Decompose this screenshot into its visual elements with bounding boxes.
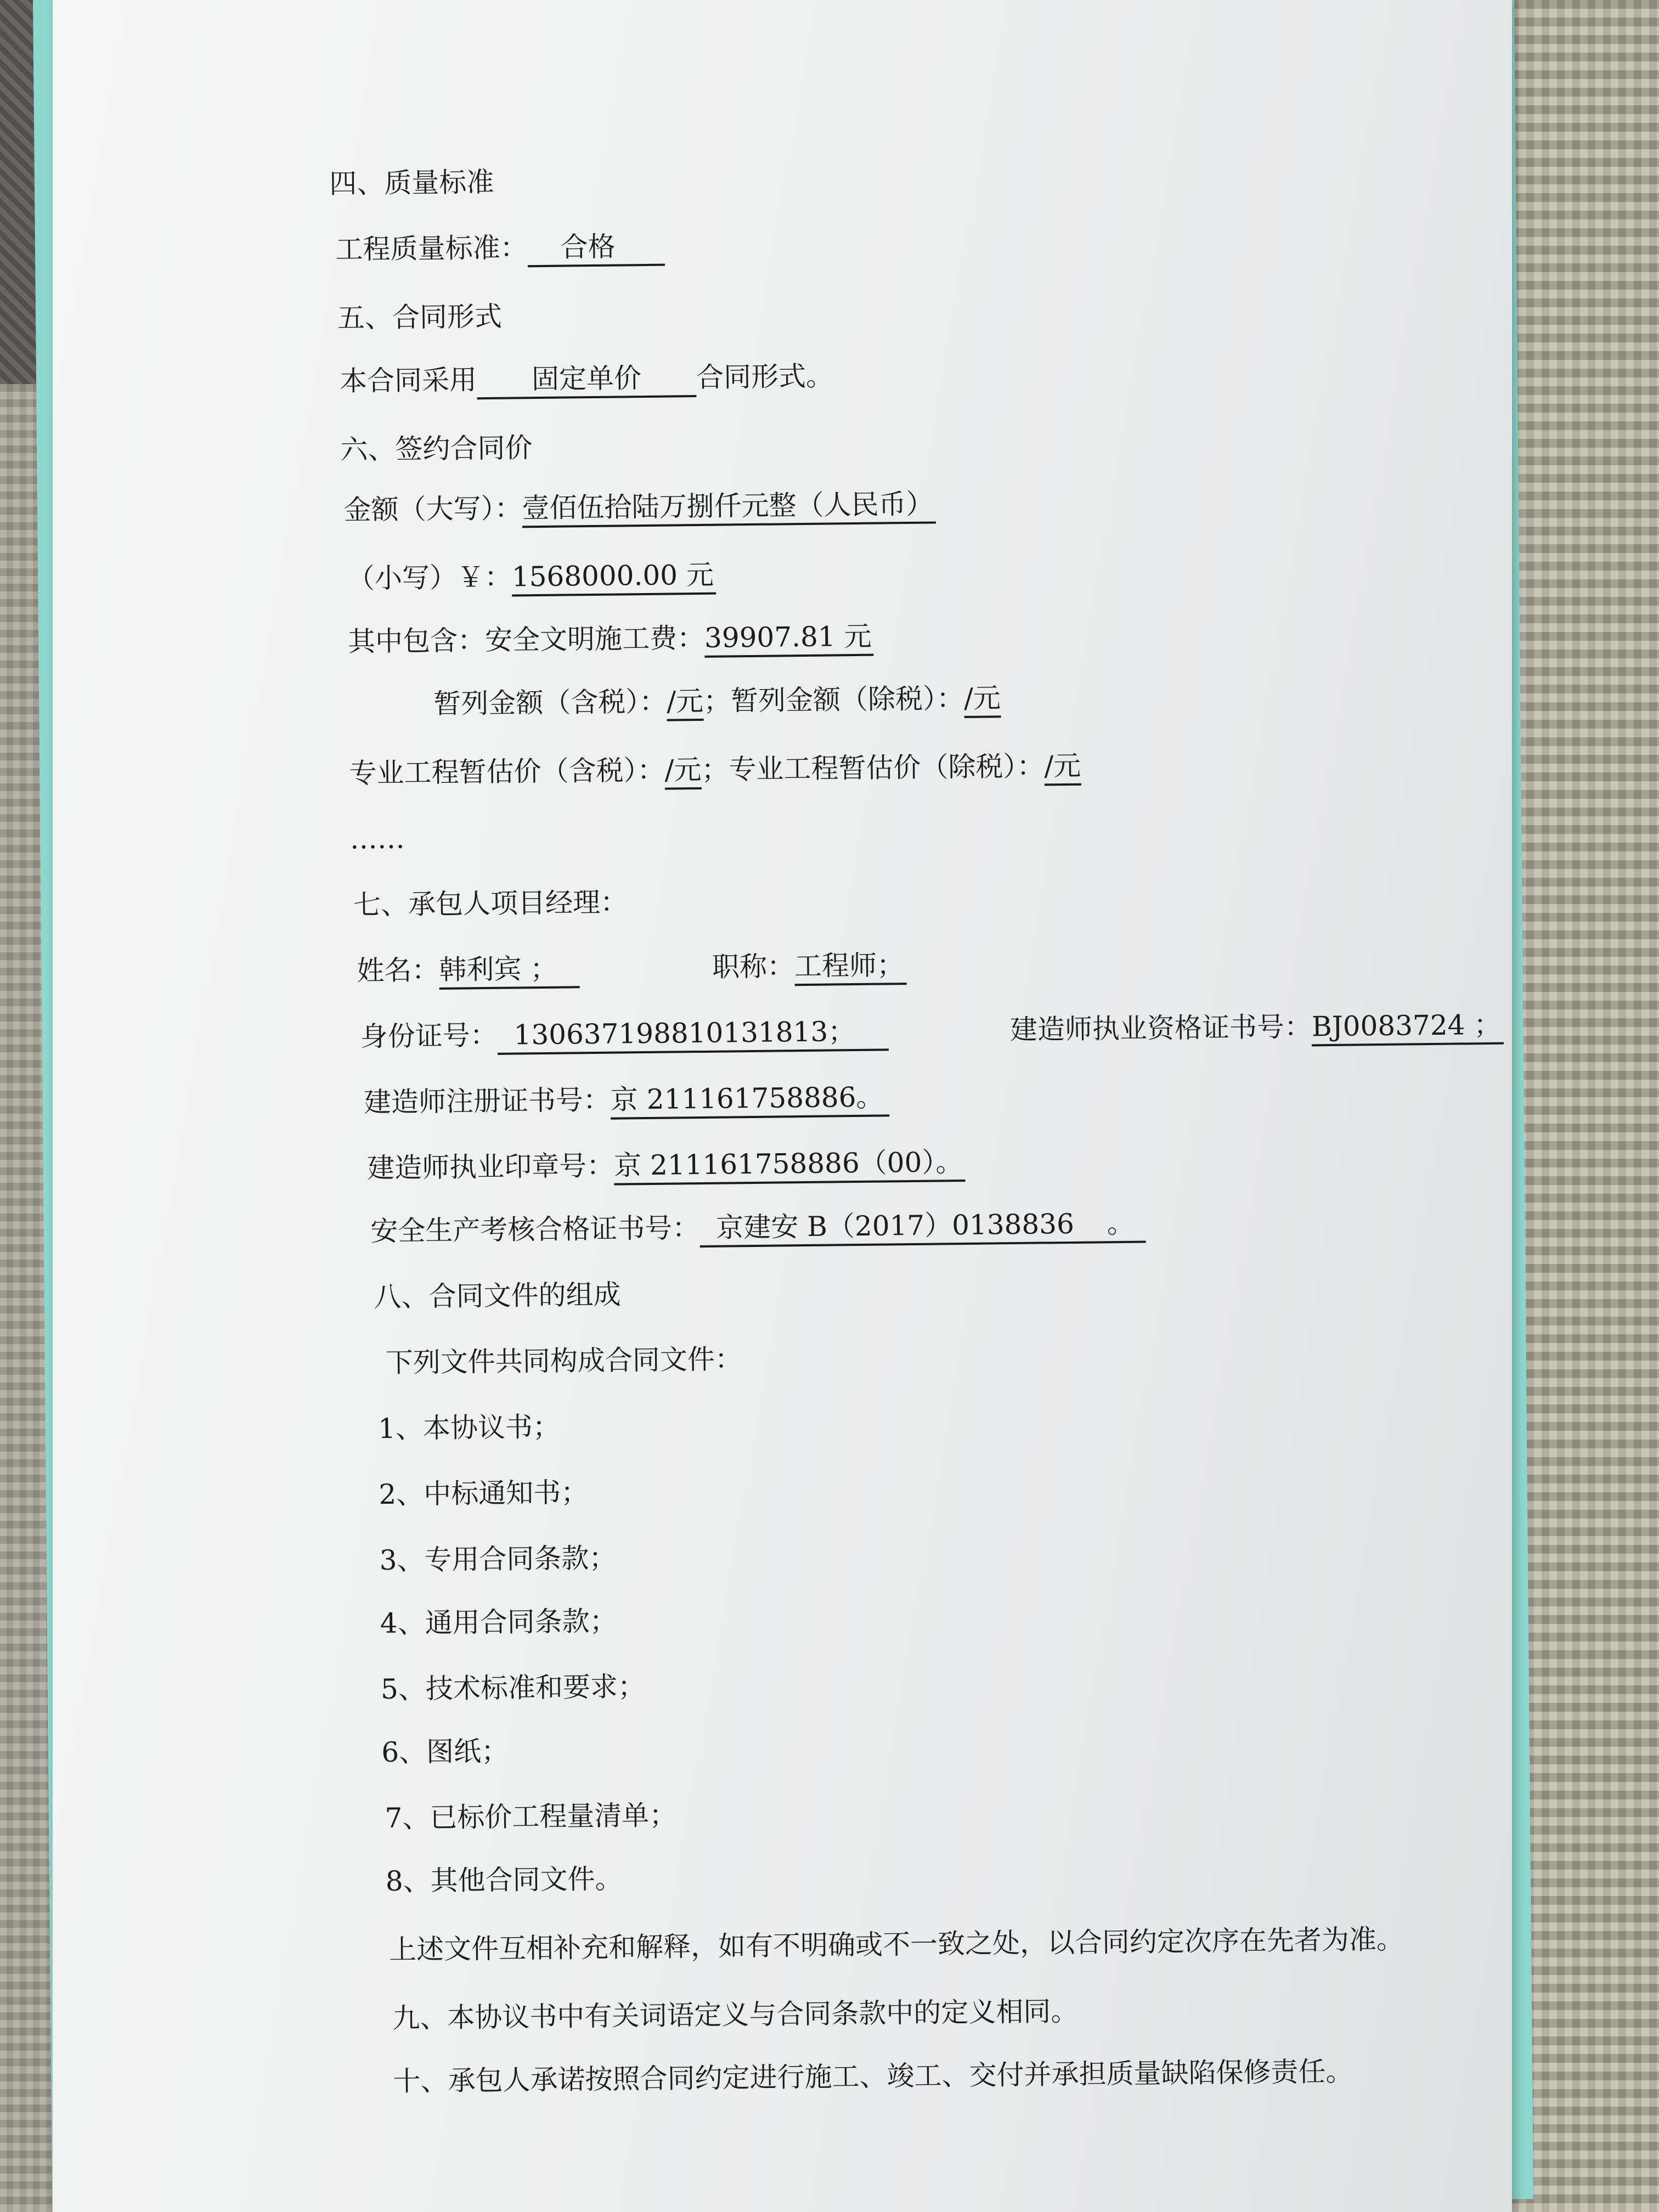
special-estimate-line <box>349 749 1081 793</box>
registration-cert-line <box>364 1080 889 1122</box>
contract-form-suffix: 合同形式。 <box>696 360 834 394</box>
amount-lower-line <box>347 558 716 599</box>
manager-title-label: 职称： <box>712 950 795 983</box>
provisional-notax-value: /元 <box>964 681 1001 718</box>
provisional-tax-value: /元 <box>667 685 704 721</box>
document-item: 3、专用合同条款； <box>379 1542 617 1577</box>
quality-label: 工程质量标准： <box>335 232 528 266</box>
contract-form-prefix: 本合同采用 <box>339 364 477 397</box>
special-notax-value: /元 <box>1044 749 1081 786</box>
contract-form-line <box>340 359 834 400</box>
quality-value: 合格 <box>527 230 665 268</box>
amount-upper-line <box>343 487 936 529</box>
manager-heading: 七、承包人项目经理： <box>353 886 628 921</box>
registration-cert-value: 京 211161758886。 <box>611 1080 889 1119</box>
document-item: 1、本协议书； <box>377 1410 561 1445</box>
document-item: 2、中标通知书； <box>379 1476 589 1511</box>
safety-fee-value: 39907.81 元 <box>704 620 874 658</box>
manager-id-label: 身份证号： <box>360 1019 498 1053</box>
contract-form-heading: 五、合同形式 <box>337 300 503 334</box>
safety-cert-end: 。 <box>1107 1207 1135 1240</box>
provisional-sum-line <box>433 681 1001 724</box>
safety-cert-label: 安全生产考核合格证书号： <box>370 1212 700 1248</box>
manager-name-value: 韩利宾 ； <box>439 952 580 990</box>
contract-form-value: 固定单价 <box>477 361 697 399</box>
amount-lower-value: 1568000.00 元 <box>512 558 716 597</box>
quality-line <box>335 230 665 269</box>
provisional-notax-label: ；暂列金额（除税）： <box>703 682 964 717</box>
documents-note: 上述文件互相补充和解释，如有不明确或不一致之处，以合同约定次序在先者为准。 <box>388 1923 1404 1966</box>
provisional-tax-label: 暂列金额（含税）： <box>433 685 667 720</box>
document-item: 6、图纸； <box>381 1735 509 1769</box>
special-tax-label: 专业工程暂估价（含税）： <box>349 754 665 789</box>
amount-upper-label: 金额（大写）： <box>343 492 522 526</box>
manager-id-line <box>360 1008 1503 1057</box>
manager-id-value: 130637198810131813； <box>497 1014 888 1054</box>
document-item: 4、通用合同条款； <box>380 1605 617 1640</box>
document-item: 7、已标价工程量清单； <box>385 1799 677 1835</box>
registration-cert-label: 建造师注册证书号： <box>363 1084 611 1119</box>
manager-name-line <box>357 949 906 990</box>
safety-cert-line <box>370 1207 1146 1251</box>
amount-lower-label: （小写）￥： <box>347 561 512 595</box>
document-item: 5、技术标准和要求； <box>380 1671 646 1706</box>
amount-upper-value: 壹佰伍拾陆万捌仟元整（人民币） <box>522 487 936 528</box>
ellipsis: …… <box>349 822 405 855</box>
manager-title-value: 工程师； <box>794 949 907 986</box>
price-heading: 六、签约合同价 <box>340 432 533 466</box>
special-tax-value: /元 <box>664 753 702 790</box>
qualification-cert-label: 建造师执业资格证书号： <box>1009 1011 1312 1046</box>
seal-value: 京 211161758886（00）。 <box>614 1146 966 1186</box>
qualification-cert-value: BJ0083724 ； <box>1312 1008 1504 1047</box>
safety-fee-label: 其中包含：安全文明施工费： <box>347 622 705 658</box>
documents-intro: 下列文件共同构成合同文件： <box>385 1343 743 1379</box>
documents-heading: 八、合同文件的组成 <box>374 1278 621 1313</box>
document-item: 8、其他合同文件。 <box>385 1863 623 1898</box>
seal-line <box>367 1146 966 1188</box>
seal-label: 建造师执业印章号： <box>366 1149 614 1184</box>
quality-heading: 四、质量标准 <box>329 166 494 200</box>
manager-name-label: 姓名： <box>357 953 439 987</box>
safety-fee-line <box>348 620 874 662</box>
safety-cert-value: 京建安 B（2017）0138836 <box>716 1207 1075 1244</box>
clause-nine: 九、本协议书中有关词语定义与合同条款中的定义相同。 <box>392 1995 1079 2034</box>
clause-ten: 十、承包人承诺按照合同约定进行施工、竣工、交付并承担质量缺陷保修责任。 <box>393 2055 1353 2097</box>
special-notax-label: ；专业工程暂估价（除税）： <box>701 750 1045 786</box>
